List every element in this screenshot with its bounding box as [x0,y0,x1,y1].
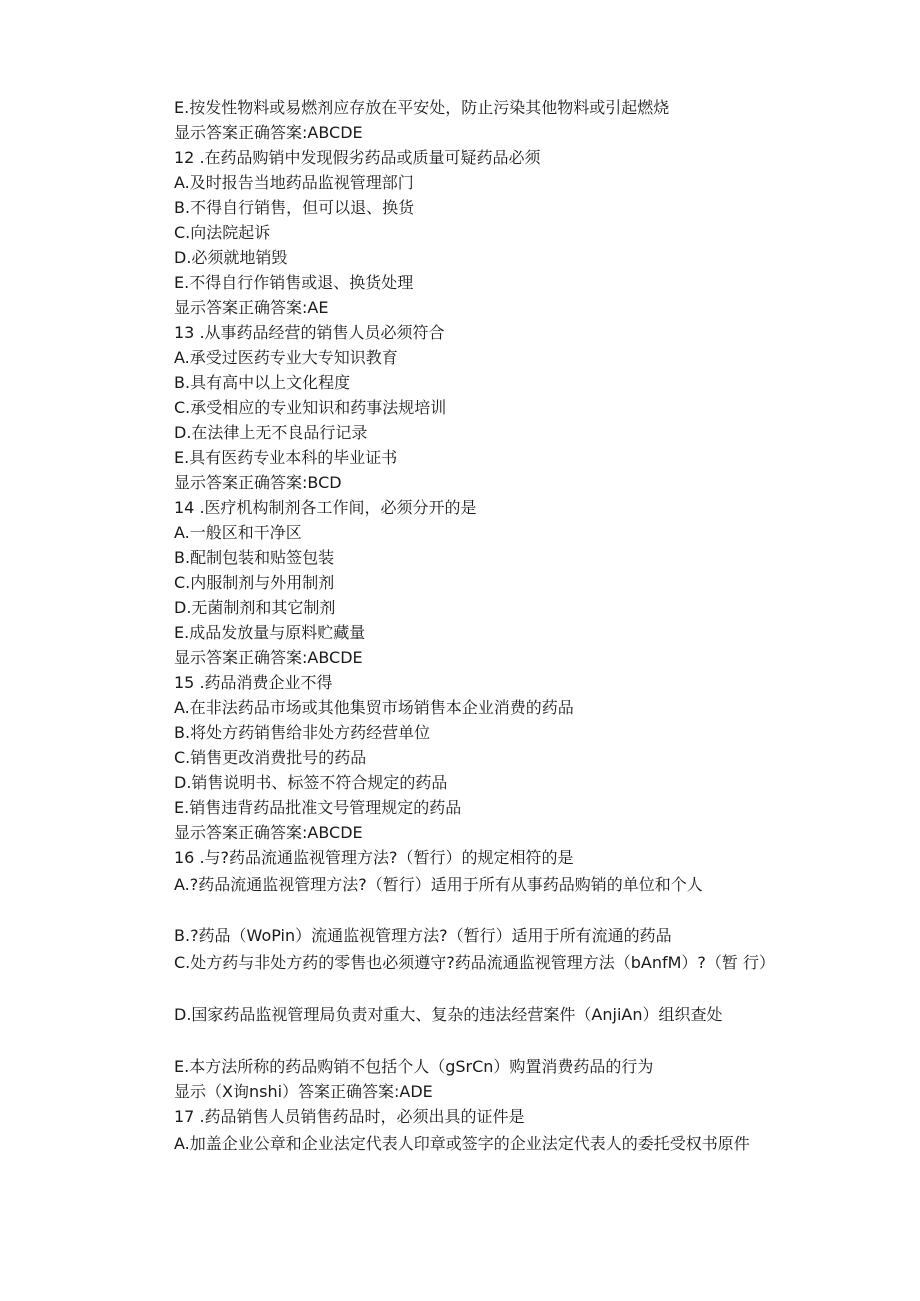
option-d-q14: D.无菌制剂和其它制剂 [174,598,336,617]
question-12: 12 .在药品购销中发现假劣药品或质量可疑药品必须 [174,148,541,167]
answer-q11: 显示答案正确答案:ABCDE [174,123,363,142]
option-a-q12: A.及时报告当地药品监视管理部门 [174,173,414,192]
option-a-q13: A.承受过医药专业大专知识教育 [174,348,398,367]
answer-q13: 显示答案正确答案:BCD [174,473,342,492]
option-a-q17: A.加盖企业公章和企业法定代表人印章或签字的企业法定代表人的委托受权书原件 [174,1134,750,1153]
option-d-q16: D.国家药品监视管理局负责对重大、复杂的违法经营案件（AnjiAn）组织查处 [174,1005,723,1024]
option-d-q13: D.在法律上无不良品行记录 [174,423,368,442]
option-c-q16: C.处方药与非处方药的零售也必须遵守?药品流通监视管理方法（bAnfM）?（暂 行） [174,953,776,972]
option-e-q12: E.不得自行作销售或退、换货处理 [174,273,414,292]
question-17: 17 .药品销售人员销售药品时，必须出具的证件是 [174,1107,525,1126]
option-c-q14: C.内服制剂与外用制剂 [174,573,335,592]
option-e-q14: E.成品发放量与原料贮藏量 [174,623,366,642]
option-e-q16: E.本方法所称的药品购销不包括个人（gSrCn）购置消费药品的行为 [174,1057,654,1076]
option-c-q15: C.销售更改消费批号的药品 [174,748,367,767]
option-c-q13: C.承受相应的专业知识和药事法规培训 [174,398,447,417]
option-e-q15: E.销售违背药品批准文号管理规定的药品 [174,798,462,817]
option-b-q16: B.?药品（WoPin）流通监视管理方法?（暂行）适用于所有流通的药品 [174,926,672,945]
question-15: 15 .药品消费企业不得 [174,673,333,692]
option-b-q15: B.将处方药销售给非处方药经营单位 [174,723,431,742]
option-e-q13: E.具有医药专业本科的毕业证书 [174,448,398,467]
option-c-q12: C.向法院起诉 [174,223,271,242]
answer-q16: 显示（X询nshi）答案正确答案:ADE [174,1082,433,1101]
option-b-q12: B.不得自行销售，但可以退、换货 [174,198,415,217]
question-14: 14 .医疗机构制剂各工作间，必须分开的是 [174,498,477,517]
question-13: 13 .从事药品经营的销售人员必须符合 [174,323,445,342]
option-a-q15: A.在非法药品市场或其他集贸市场销售本企业消费的药品 [174,698,574,717]
option-e-q11: E.按发性物料或易燃剂应存放在平安处，防止污染其他物料或引起燃烧 [174,98,670,117]
option-d-q15: D.销售说明书、标签不符合规定的药品 [174,773,448,792]
option-a-q14: A.一般区和干净区 [174,523,302,542]
option-d-q12: D.必须就地销毁 [174,248,288,267]
answer-q14: 显示答案正确答案:ABCDE [174,648,363,667]
answer-q15: 显示答案正确答案:ABCDE [174,823,363,842]
question-16: 16 .与?药品流通监视管理方法?（暂行）的规定相符的是 [174,848,574,867]
answer-q12: 显示答案正确答案:AE [174,298,329,317]
option-b-q13: B.具有高中以上文化程度 [174,373,351,392]
option-b-q14: B.配制包装和贴签包装 [174,548,335,567]
option-a-q16: A.?药品流通监视管理方法?（暂行）适用于所有从事药品购销的单位和个人 [174,875,703,894]
